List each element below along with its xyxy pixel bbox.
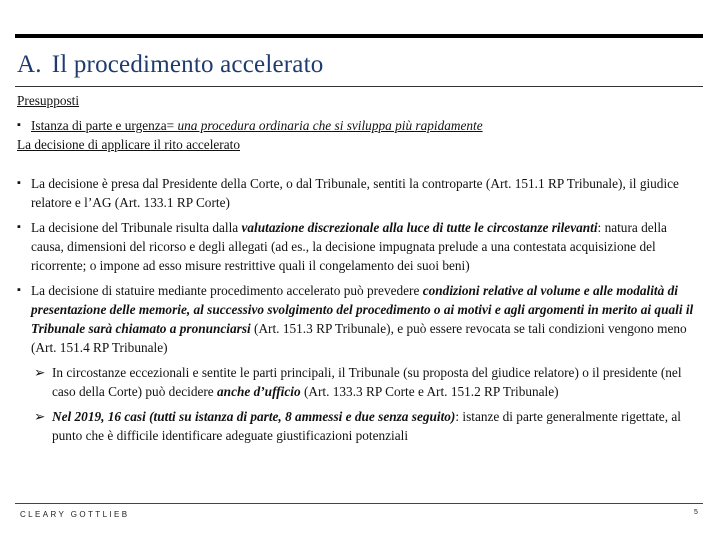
slide-body [17,91,703,445]
list-item-2 [17,218,703,275]
square-bullet-icon: ▪ [17,119,21,131]
section-heading-presupposti: Presupposti [17,93,80,108]
list-item-3 [17,281,703,357]
item-text: (Art. 151.3 RP Tribunale), e può essere revocata se tali condizioni vengono meno (Art. 151.4 RP Tribunale) [31,321,687,355]
item-text: La decisione di statuire mediante procedimento accelerato può prevedere [31,283,423,298]
item-text: La decisione è presa dal Presidente della Corte, o dal Tribunale, sentiti la controparte (Art. 151.1 RP Tribunale), il giudice relatore e l’AG (Art. 133.1 RP Corte) [31,176,679,210]
title-number: A. [17,51,42,78]
item-text-italic: una procedura ordinaria che si sviluppa più rapidamente [177,118,483,133]
page-number: 5 [694,509,698,516]
footer-divider [15,503,703,504]
arrow-bullet-icon: ➢ [34,365,46,380]
sub-item-1 [17,363,703,401]
item-text: : natura della causa, dimensioni del ricorso e degli allegati (ad es., la decisione impugnata prelude a una contestata acquisizione del ricorrente; o impone ad esso misure restrittive quali il congelamento dei suoi beni) [31,220,667,273]
list-item-istanza [17,116,703,135]
title-text: Il procedimento accelerato [51,51,324,78]
item-text-emphasis: valutazione discrezionale alla luce di tutte le circostanze rilevanti [241,220,598,235]
item-text-emphasis: anche d’ufficio [217,384,301,399]
item-text: Istanza di parte e urgenza= [31,118,178,133]
top-bar [15,34,703,38]
item-text-emphasis: Nel 2019, 16 casi (tutti su istanza di parte, 8 ammessi e due senza seguito) [52,409,456,424]
square-bullet-icon: ▪ [17,221,21,233]
square-bullet-icon: ▪ [17,177,21,189]
slide-title [17,51,323,79]
company-logo: CLEARY GOTTLIEB [20,510,130,519]
item-text: (Art. 133.3 RP Corte e Art. 151.2 RP Tribunale) [300,384,559,399]
item-text: La decisione del Tribunale risulta dalla [31,220,242,235]
square-bullet-icon: ▪ [17,284,21,296]
title-divider [15,86,703,87]
sub-item-2 [17,407,703,445]
item-text: : istanze di parte generalmente rigettate, al punto che è difficile identificare adeguate giustificazioni potenziali [52,409,681,443]
item-text: In circostanze eccezionali e sentite le parti principali, il Tribunale (su proposta del giudice relatore) o il presidente (nel caso della Corte) può decidere [52,365,682,399]
section-heading-decisione: La decisione di applicare il rito accelerato [17,137,240,152]
arrow-bullet-icon: ➢ [34,409,46,424]
item-text-emphasis: condizioni relative al volume e alle modalità di presentazione delle memorie, al successivo svolgimento del procedimento o ai motivi e agli argomenti in merito ai quali il Tribunale sarà chiamato a pronunciarsi [31,283,694,336]
list-item-1 [17,174,703,212]
